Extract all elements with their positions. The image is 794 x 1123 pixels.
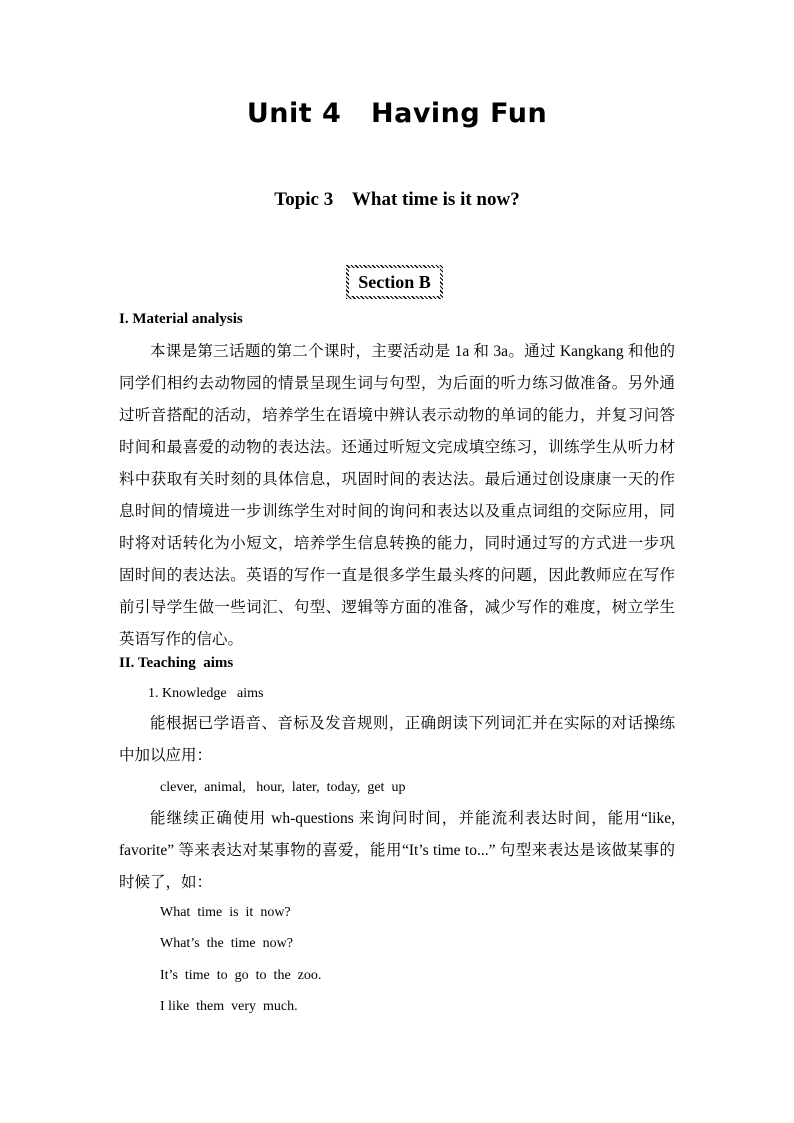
section-label: Section B bbox=[349, 268, 440, 296]
teaching-aims-heading: II. Teaching aims bbox=[119, 655, 234, 671]
topic-title: Topic 3 What time is it now? bbox=[274, 189, 520, 210]
example-sentence: What time is it now? bbox=[160, 905, 291, 920]
unit-title: Unit 4 Having Fun bbox=[246, 98, 548, 129]
example-sentence: It’s time to go to the zoo. bbox=[160, 968, 322, 983]
material-analysis-heading: I. Material analysis bbox=[119, 311, 243, 327]
knowledge-aims-label: 1. Knowledge aims bbox=[148, 686, 264, 701]
usage-intro-paragraph: 能继续正确使用 wh-questions 来询问时间，并能流利表达时间，能用“like, favorite” 等来表达对某事物的喜爱，能用“It’s time to...” 句型来表达是该做某事的时候了，如： bbox=[119, 810, 675, 891]
example-sentence: What’s the time now? bbox=[160, 936, 293, 951]
section-badge bbox=[346, 265, 443, 299]
example-sentence: I like them very much. bbox=[160, 999, 298, 1014]
vocab-intro-paragraph: 能根据已学语音、音标及发音规则，正确朗读下列词汇并在实际的对话操练中加以应用： bbox=[119, 715, 675, 764]
vocab-list: clever, animal, hour, later, today, get up bbox=[160, 780, 406, 795]
material-analysis-paragraph: 本课是第三话题的第二个课时，主要活动是 1a 和 3a。通过 Kangkang 和他的同学们相约去动物园的情景呈现生词与句型，为后面的听力练习做准备。另外通过听音搭配的活动，培养学生在语境中辨认表示动物的单词的能力，并复习问答时间和最喜爱的动物的表达法。还通过听短文完成填空练习，训练学生从听力材料中获取有关时刻的具体信息，巩固时间的表达法。最后通过创设康康一天的作息时间的情境进一步训练学生对时间的询问和表达以及重点词组的交际应用，同时将对话转化为小短文，培养学生信息转换的能力，同时通过写的方式进一步巩固时间的表达法。英语的写作一直是很多学生最头疼的问题，因此教师应在写作前引导学生做一些词汇、句型、逻辑等方面的准备，减少写作的难度，树立学生英语写作的信心。 bbox=[119, 343, 675, 648]
